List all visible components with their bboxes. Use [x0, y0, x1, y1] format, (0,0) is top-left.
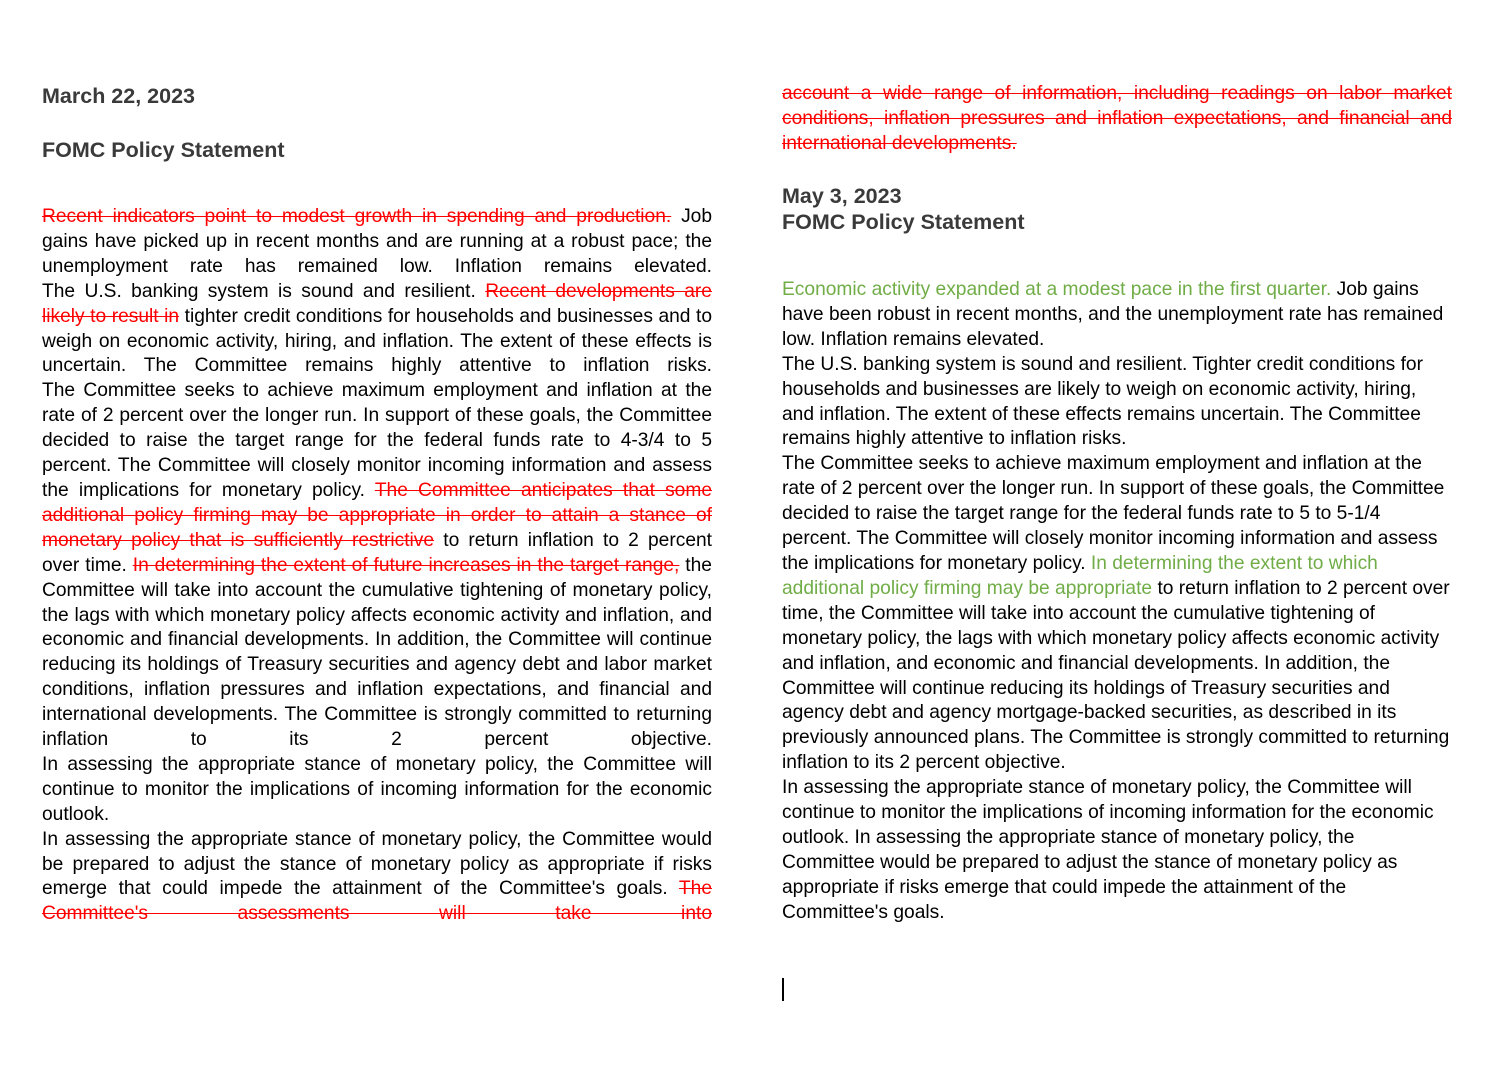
paragraph-text: The U.S. banking system is sound and resilient. Tighter credit conditions for households and businesses are likely to weigh on economic activity, hiring, and inflation. The extent of these effects remains uncertain. The Committee remains highly attentive to inflation risks.: [782, 353, 1423, 450]
paragraph-text: The Committee seeks to achieve maximum employment and inflation at the rate of 2 percent over the longer run. In support of these goals, the Committee decided to raise the target range for the federal funds rate to 4-3/4 to 5 percent. The Committee will closely monitor incoming information and assess the implications for monetary policy.: [42, 380, 712, 501]
march-statement-body[interactable]: [42, 205, 712, 927]
deleted-text: The Committee anticipates that some additional policy firming may be appropriate in order to attain a stance of monetary policy that is sufficiently restrictive: [42, 479, 713, 551]
deleted-text: account a wide range of information, including readings on labor market conditions, inflation pressures and inflation expectations, and financial and international developments.: [782, 83, 1452, 154]
paragraph-text: The Committee seeks to achieve maximum employment and inflation at the rate of 2 percent over the longer run. In support of these goals, the Committee decided to raise the target range for the federal funds rate to 5 to 5-1/4 percent. The Committee will closely monitor incoming information and assess the implications for monetary policy.: [782, 453, 1445, 574]
paragraph-continued: [782, 82, 1452, 157]
inserted-text: In determining the extent to which additional policy firming may be appropriate: [782, 552, 1378, 599]
march-statement-title: FOMC Policy Statement: [42, 138, 285, 162]
march-statement-date: March 22, 2023: [42, 84, 195, 108]
paragraph-1: [42, 205, 712, 280]
paragraph-text: to return inflation to 2 percent over time.: [42, 529, 712, 576]
paragraph-text: Job gains have picked up in recent months and are running at a robust pace; the unemployment rate has remained low. Inflation remains elevated.: [42, 206, 712, 277]
paragraph-text: The U.S. banking system is sound and resilient.: [42, 280, 476, 302]
paragraph-2: [42, 280, 712, 380]
deleted-text: The Committee's assessments will take into: [42, 878, 712, 925]
inserted-text: Economic activity expanded at a modest pace in the first quarter.: [782, 279, 1332, 300]
paragraph-text: tighter credit conditions for households and businesses and to weigh on economic activity, hiring, and inflation. The extent of these effects is uncertain. The Committee remains highly attentive to inflation risks.: [42, 305, 712, 377]
continued-deleted-block[interactable]: [782, 82, 1452, 157]
paragraph-text: Job gains have been robust in recent months, and the unemployment rate has remained low. Inflation remains elevated.: [782, 279, 1444, 350]
may-statement-body[interactable]: [782, 278, 1452, 926]
paragraph-4: [42, 753, 712, 828]
paragraph-4: [782, 776, 1452, 925]
paragraph-text: the Committee will take into account the cumulative tightening of monetary policy, the lags with which monetary policy affects economic activity and inflation, and economic and financial developments. In addition, the Committee will continue reducing its holdings of Treasury securities and agency debt and labor market conditions, inflation pressures and inflation expectations, and financial and international developments. The Committee is strongly committed to returning inflation to its 2 percent objective.: [42, 554, 712, 751]
deleted-text: In determining the extent of future increases in the target range,: [132, 554, 680, 576]
paragraph-5: [42, 828, 712, 928]
deleted-text: Recent developments are likely to result in: [42, 280, 712, 327]
paragraph-text: In assessing the appropriate stance of monetary policy, the Committee will continue to monitor the implications of incoming information for the economic outlook.: [42, 753, 712, 825]
paragraph-3: [42, 379, 712, 753]
text-cursor[interactable]: [782, 978, 784, 1001]
paragraph-text: In assessing the appropriate stance of monetary policy, the Committee would be prepared to adjust the stance of monetary policy as appropriate if risks emerge that could impede the attainment of the Committee's goals.: [42, 828, 712, 900]
paragraph-text: In assessing the appropriate stance of monetary policy, the Committee will continue to monitor the implications of incoming information for the economic outlook. In assessing the appropriate stance of monetary policy, the Committee would be prepared to adjust the stance of monetary policy as appropriate if risks emerge that could impede the attainment of the Committee's goals.: [782, 777, 1434, 923]
may-statement-title: FOMC Policy Statement: [782, 210, 1025, 234]
paragraph-2: [782, 353, 1452, 453]
may-statement-date: May 3, 2023: [782, 184, 902, 208]
paragraph-3: [782, 452, 1452, 776]
paragraph-text: to return inflation to 2 percent over time, the Committee will take into account the cumulative tightening of monetary policy, the lags with which monetary policy affects economic activity and inflation, and economic and financial developments. In addition, the Committee will continue reducing its holdings of Treasury securities and agency debt and agency mortgage-backed securities, as described in its previously announced plans. The Committee is strongly committed to returning inflation to its 2 percent objective.: [782, 577, 1450, 774]
paragraph-1: [782, 278, 1452, 353]
deleted-text: Recent indicators point to modest growth in spending and production.: [42, 206, 672, 227]
